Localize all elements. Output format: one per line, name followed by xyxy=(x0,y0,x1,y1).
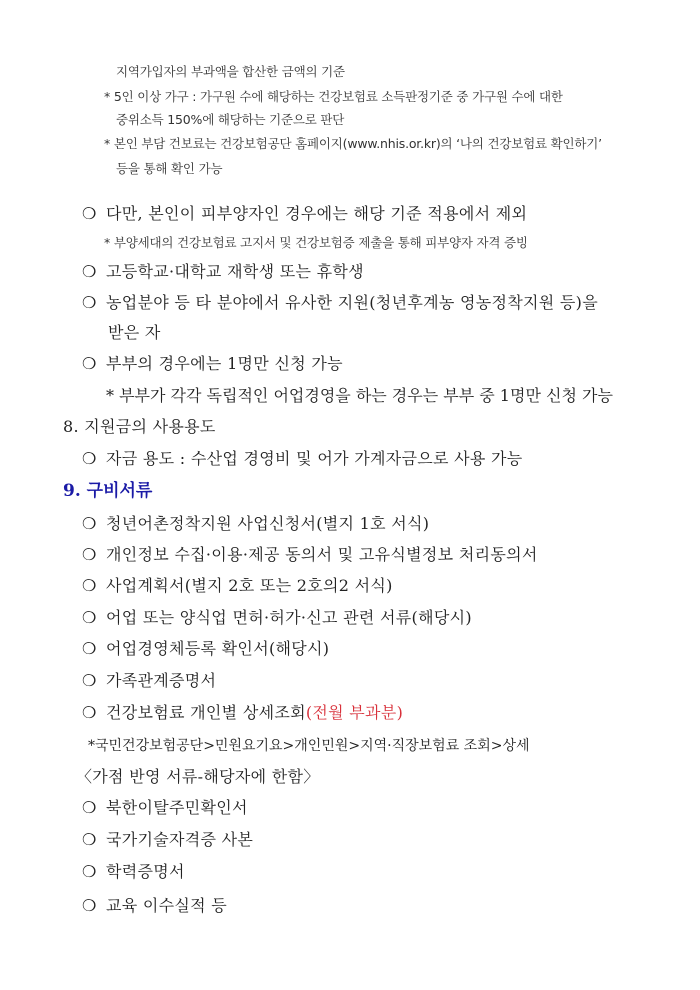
list-item xyxy=(82,832,253,848)
circle-bullet-icon: ❍ xyxy=(82,354,97,373)
circle-bullet-icon: ❍ xyxy=(82,514,97,533)
circle-bullet-icon: ❍ xyxy=(82,545,97,564)
list-item xyxy=(82,800,248,816)
item-text: 농업분야 등 타 분야에서 유사한 지원(청년후계농 영농정착지원 등)을 xyxy=(106,293,598,312)
circle-bullet-icon: ❍ xyxy=(82,608,97,627)
item-text: 자금 용도 : 수산업 경영비 및 어가 가계자금으로 사용 가능 xyxy=(106,449,523,468)
item-text: 국가기술자격증 사본 xyxy=(106,830,254,849)
list-item xyxy=(82,451,523,467)
circle-bullet-icon: ❍ xyxy=(82,896,97,915)
note-text: 중위소득 150%에 해당하는 기준으로 판단 xyxy=(116,112,345,127)
item-text: 교육 이수실적 등 xyxy=(106,896,228,915)
item-text: 북한이탈주민확인서 xyxy=(106,798,248,817)
item-text: 건강보험료 개인별 상세조회 xyxy=(106,703,306,722)
note-text: 등을 통해 확인 가능 xyxy=(116,161,223,176)
item-text: 다만, 본인이 피부양자인 경우에는 해당 기준 적용에서 제외 xyxy=(106,204,528,223)
circle-bullet-icon: ❍ xyxy=(82,576,97,595)
circle-bullet-icon: ❍ xyxy=(82,262,97,281)
circle-bullet-icon: ❍ xyxy=(82,449,97,468)
circle-bullet-icon: ❍ xyxy=(82,798,97,817)
item-text: 고등학교·대학교 재학생 또는 휴학생 xyxy=(106,262,364,281)
item-text: 받은 자 xyxy=(108,323,161,342)
list-item xyxy=(82,356,343,372)
list-item xyxy=(82,898,227,914)
circle-bullet-icon: ❍ xyxy=(82,671,97,690)
list-item xyxy=(82,516,429,532)
highlight-text: (전월 부과분) xyxy=(305,703,404,722)
list-item xyxy=(82,264,364,280)
note-text: *국민건강보험공단>민원요기요>개인민원>지역·직장보험료 조회>상세 xyxy=(88,738,530,754)
circle-bullet-icon: ❍ xyxy=(82,293,97,312)
list-item xyxy=(82,705,403,721)
section-heading: 8. 지원금의 사용용도 xyxy=(63,417,216,436)
list-item xyxy=(82,610,472,626)
list-item xyxy=(82,295,598,311)
section-heading: 9. 구비서류 xyxy=(63,481,153,501)
list-item xyxy=(82,578,393,594)
note-text: * 5인 이상 가구 : 가구원 수에 해당하는 건강보험료 소득판정기준 중 가구원 수에 대한 xyxy=(104,89,563,104)
item-text: 가족관계증명서 xyxy=(106,671,217,690)
list-item xyxy=(82,547,538,563)
note-text: * 부양세대의 건강보험료 고지서 및 건강보험증 제출을 통해 피부양자 자격 증빙 xyxy=(104,235,528,250)
circle-bullet-icon: ❍ xyxy=(82,830,97,849)
circle-bullet-icon: ❍ xyxy=(82,204,97,223)
note-text: * 부부가 각각 독립적인 어업경영을 하는 경우는 부부 중 1명만 신청 가능 xyxy=(106,386,613,405)
item-text: 학력증명서 xyxy=(106,862,185,881)
item-text: 개인정보 수집·이용·제공 동의서 및 고유식별정보 처리동의서 xyxy=(106,545,538,564)
note-text: 지역가입자의 부과액을 합산한 금액의 기준 xyxy=(116,64,345,79)
subsection-heading: 〈가점 반영 서류-해당자에 한함〉 xyxy=(76,767,320,786)
item-text: 부부의 경우에는 1명만 신청 가능 xyxy=(106,354,343,373)
list-item xyxy=(82,206,527,222)
item-text: 청년어촌정착지원 사업신청서(별지 1호 서식) xyxy=(106,514,430,533)
list-item xyxy=(82,673,216,689)
list-item xyxy=(82,864,185,880)
item-text: 어업경영체등록 확인서(해당시) xyxy=(106,639,330,658)
item-text: 사업계획서(별지 2호 또는 2호의2 서식) xyxy=(106,576,393,595)
item-text: 어업 또는 양식업 면허·허가·신고 관련 서류(해당시) xyxy=(106,608,472,627)
note-text: * 본인 부담 건보료는 건강보험공단 홈페이지(www.nhis.or.kr)의 ‘나의 건강보험료 확인하기’ xyxy=(104,136,602,151)
list-item xyxy=(82,641,329,657)
circle-bullet-icon: ❍ xyxy=(82,703,97,722)
circle-bullet-icon: ❍ xyxy=(82,862,97,881)
circle-bullet-icon: ❍ xyxy=(82,639,97,658)
